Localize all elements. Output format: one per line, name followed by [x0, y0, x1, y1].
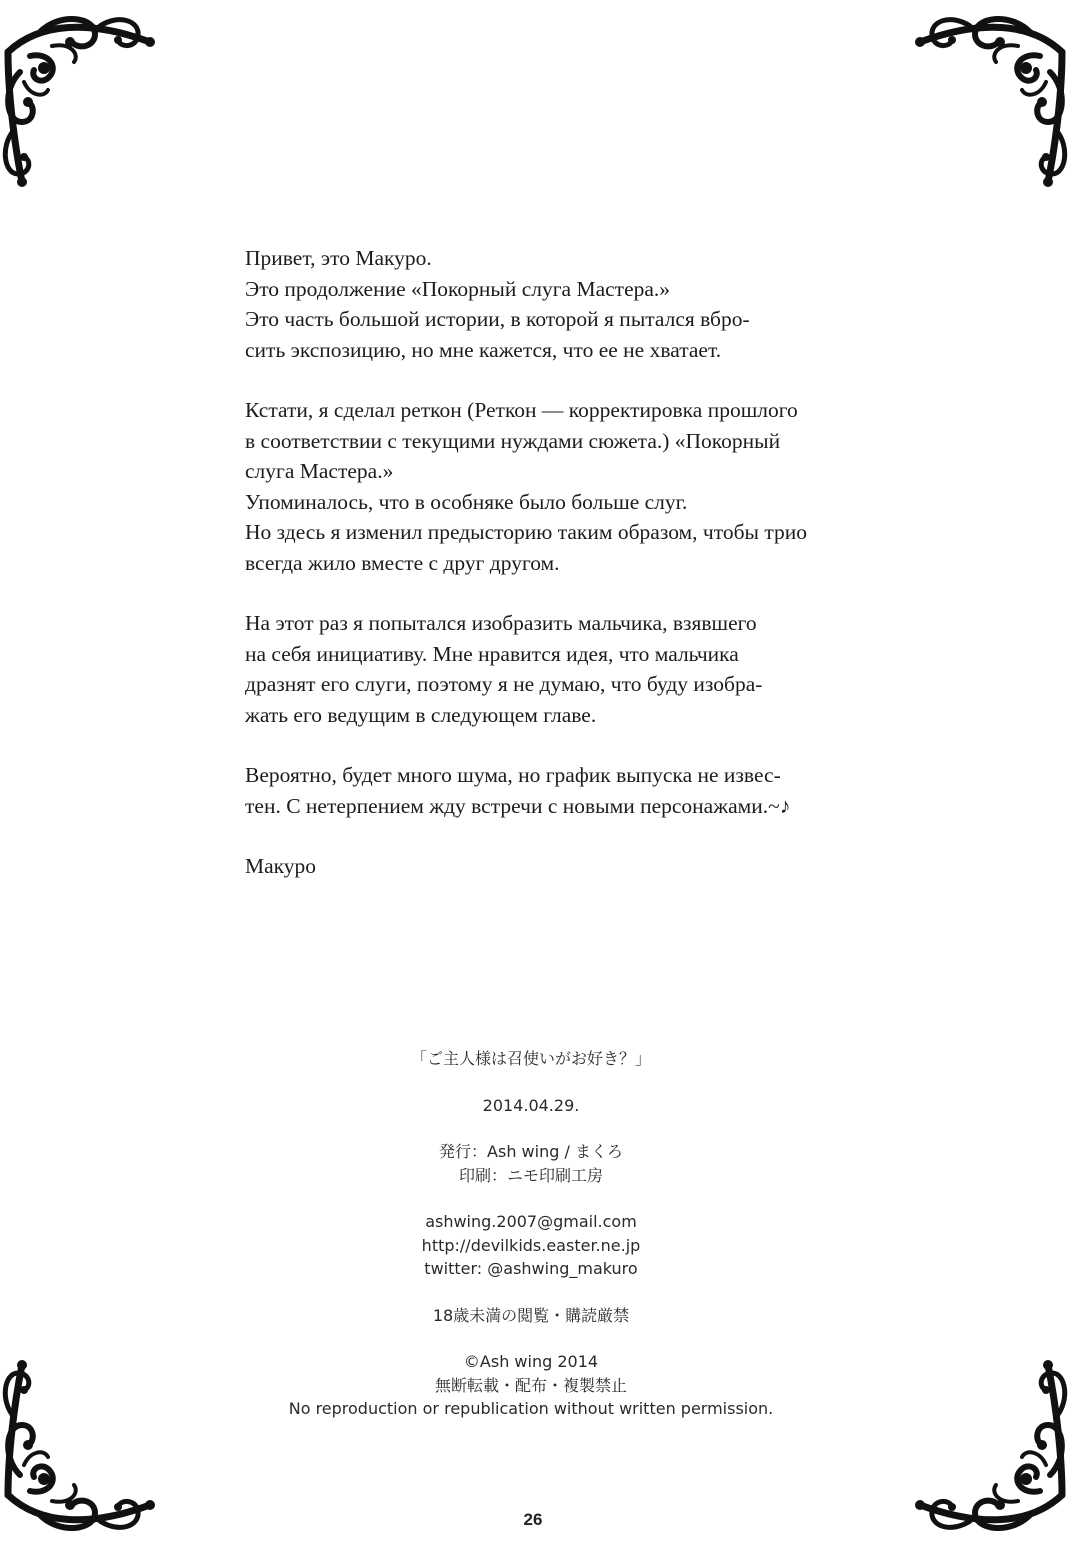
- letter-line: На этот раз я попытался изобразить мальчика, взявшего: [245, 611, 757, 635]
- printer: 印刷：ニモ印刷工房: [458, 1165, 603, 1185]
- letter-line: в соответствии с текущими нуждами сюжета.) «Покорный: [245, 428, 781, 453]
- flourish-icon: [908, 12, 1070, 190]
- contact-website: http://devilkids.easter.ne.jp: [421, 1235, 641, 1255]
- letter-signature: [245, 851, 885, 882]
- letter-line: жать его ведущим в следующем главе.: [245, 702, 597, 727]
- signature-name: Макуро: [245, 854, 317, 878]
- colophon-rights-block: [0, 1350, 1062, 1421]
- letter-line: Но здесь я изменил предысторию таким образом, чтобы трио: [245, 520, 807, 544]
- age-notice: 18歳未満の閲覧・購読厳禁: [432, 1305, 630, 1325]
- contact-twitter: twitter: @ashwing_makuro: [424, 1259, 638, 1278]
- colophon-date-block: [0, 1094, 1062, 1118]
- letter-line: Это продолжение «Покорный слуга Мастера.»: [245, 276, 671, 301]
- letter-line: Вероятно, будет много шума, но график выпуска не извес-: [245, 763, 781, 787]
- letter-paragraph: [245, 760, 885, 821]
- letter-line: всегда жило вместе с друг другом.: [245, 550, 560, 575]
- colophon-publisher-block: [0, 1140, 1062, 1187]
- contact-email: ashwing.2007@gmail.com: [425, 1212, 637, 1231]
- corner-ornament-top-left: [0, 12, 162, 190]
- colophon-contact-block: [0, 1210, 1062, 1281]
- publisher: 発行：Ash wing / まくろ: [439, 1142, 623, 1161]
- flourish-icon: [0, 12, 162, 190]
- letter-line: Это часть большой истории, в которой я пытался вбро-: [245, 307, 750, 331]
- letter-paragraph: [245, 243, 885, 365]
- letter-line: Привет, это Макуро.: [245, 246, 432, 270]
- letter-line: сить экспозицию, но мне кажется, что ее не хватает.: [245, 337, 722, 362]
- letter-line: Упоминалось, что в особняке было больше слуг.: [245, 489, 688, 514]
- letter-line: Кстати, я сделал реткон (Реткон — корректировка прошлого: [245, 398, 798, 422]
- corner-ornament-top-right: [908, 12, 1070, 190]
- copyright: ©Ash wing 2014: [463, 1352, 599, 1371]
- letter-line: на себя инициативу. Мне нравится идея, что мальчика: [245, 641, 739, 666]
- letter-line: тен. С нетерпением жду встречи с новыми персонажами.~♪: [245, 793, 791, 818]
- afterword-letter: [245, 243, 885, 912]
- book-title: 「ご主人様は召使いがお好き？」: [410, 1049, 651, 1068]
- colophon: [0, 1047, 1062, 1444]
- publish-date: 2014.04.29.: [482, 1095, 580, 1115]
- reproduction-notice-en: No reproduction or republication without written permission.: [288, 1399, 774, 1418]
- colophon-age-block: [0, 1304, 1062, 1328]
- page-number: 26: [523, 1510, 543, 1529]
- letter-line: слуга Мастера.»: [245, 459, 394, 483]
- reproduction-notice-jp: 無断転載・配布・複製禁止: [434, 1375, 627, 1395]
- letter-paragraph: [245, 608, 885, 730]
- letter-paragraph: [245, 395, 885, 578]
- colophon-title-block: [0, 1047, 1062, 1071]
- letter-line: дразнят его слуги, поэтому я не думаю, что буду изобра-: [245, 672, 763, 696]
